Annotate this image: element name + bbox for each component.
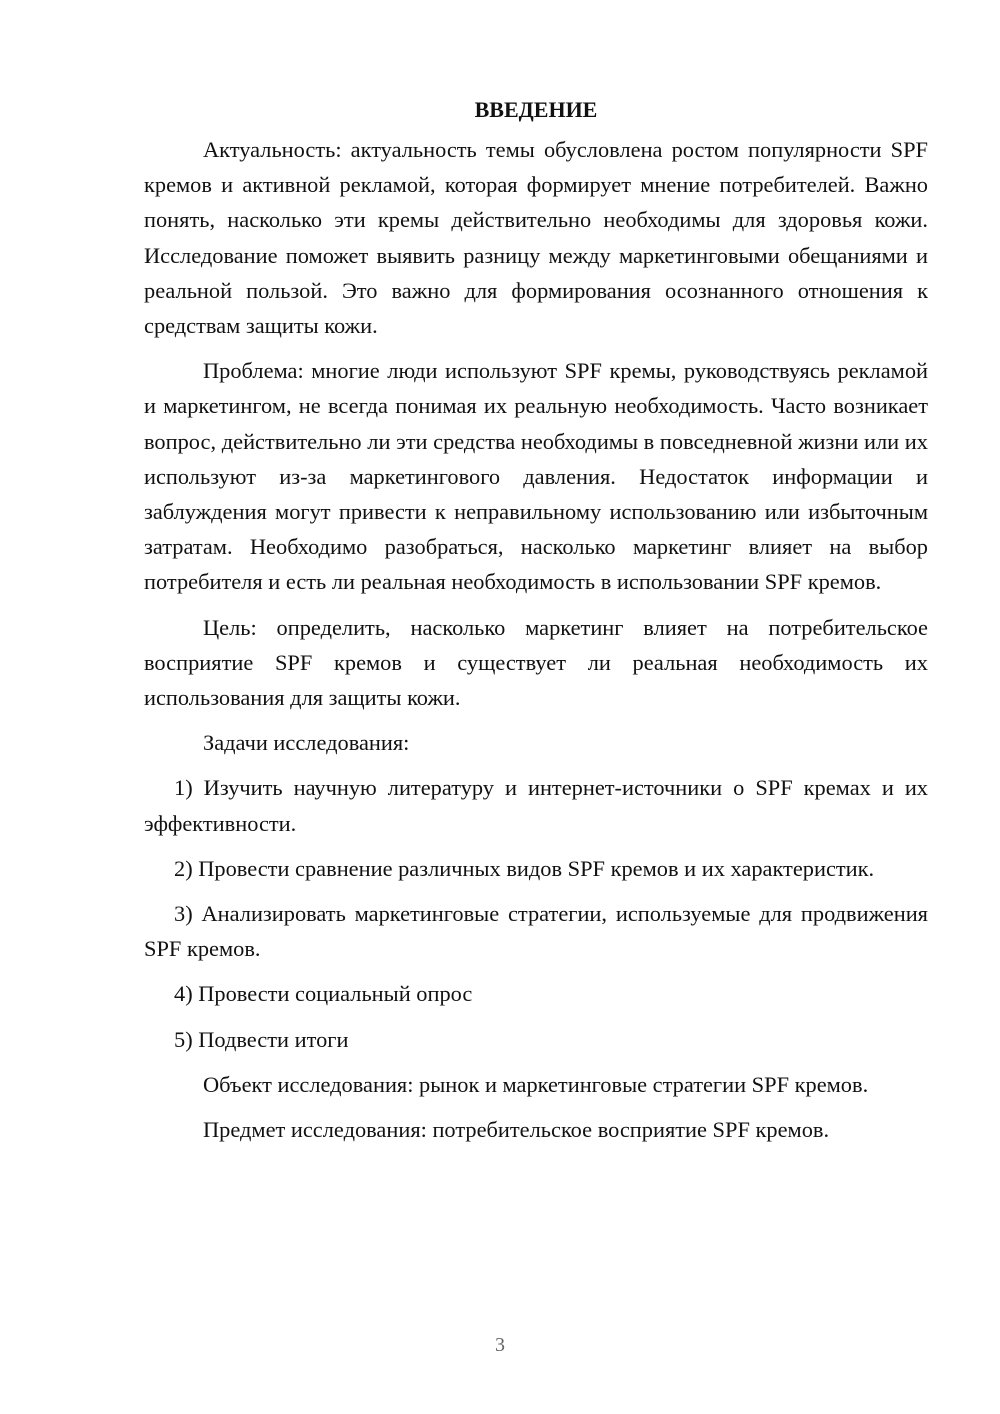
task-item-5: 5) Подвести итоги [174, 1026, 349, 1052]
tasks-heading: Задачи исследования: [203, 730, 410, 756]
paragraph-relevance: Актуальность: актуальность темы обусловлена ростом популярности SPF кремов и активной рекламой, которая формирует мнение потребителей. Важно понять, насколько эти кремы действительно необходимы для здоровья кожи. Исследование поможет выявить разницу между маркетинговыми обещаниями и реальной пользой. Это важно для формирования осознанного отношения к средствам защиты кожи. [144, 137, 928, 339]
task-item-2: 2) Провести сравнение различных видов SPF кремов и их характеристик. [174, 855, 875, 881]
task-item-4: 4) Провести социальный опрос [174, 981, 473, 1007]
section-title: ВВЕДЕНИЕ [474, 97, 598, 122]
page-content [144, 92, 928, 1147]
task-item-1: 1) Изучить научную литературу и интернет-источники о SPF кремах и их эффективности. [144, 775, 928, 836]
research-object: Объект исследования: рынок и маркетинговые стратегии SPF кремов. [203, 1071, 869, 1097]
task-item-3: 3) Анализировать маркетинговые стратегии, используемые для продвижения SPF кремов. [144, 901, 928, 962]
paragraph-goal: Цель: определить, насколько маркетинг влияет на потребительское восприятие SPF кремов и существует ли реальная необходимость их использования для защиты кожи. [144, 614, 928, 711]
page-number: 3 [495, 1334, 505, 1356]
research-subject: Предмет исследования: потребительское восприятие SPF кремов. [203, 1117, 830, 1143]
paragraph-problem: Проблема: многие люди используют SPF кремы, руководствуясь рекламой и маркетингом, не всегда понимая их реальную необходимость. Часто возникает вопрос, действительно ли эти средства необходимы в повседневной жизни или их используют из-за маркетингового давления. Недостаток информации и заблуждения могут привести к неправильному использованию или избыточным затратам. Необходимо разобраться, насколько маркетинг влияет на выбор потребителя и есть ли реальная необходимость в использовании SPF кремов. [144, 358, 928, 595]
